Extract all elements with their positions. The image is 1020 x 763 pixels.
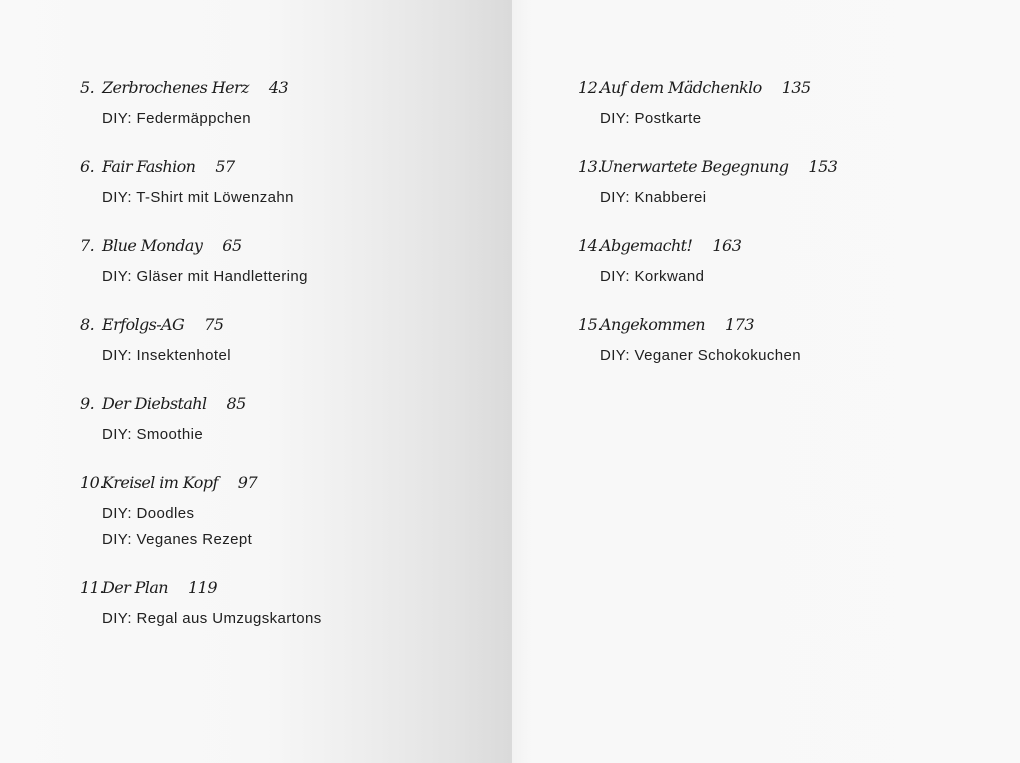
toc-entry [80,78,322,132]
chapter-number: 6. [80,157,95,176]
diy-item: DIY: Regal aus Umzugskartons [102,610,322,627]
chapter-title: Fair Fashion [102,157,196,176]
chapter-line [80,315,322,343]
chapter-number: 10. [80,473,104,492]
toc-entry [80,578,322,632]
chapter-number: 15. [578,315,602,334]
diy-item: DIY: Veganer Schokokuchen [600,347,801,364]
toc-left [80,78,322,657]
chapter-number: 13. [578,157,602,176]
chapter-line [80,157,322,185]
chapter-page: 119 [187,578,218,597]
chapter-line [578,78,837,106]
chapter-title: Der Diebstahl [102,394,207,413]
diy-item: DIY: Federmäppchen [102,110,251,127]
chapter-title: Angekommen [600,315,706,334]
toc-entry [578,157,837,211]
chapter-line [578,157,837,185]
chapter-page: 153 [808,157,838,176]
chapter-title: Zerbrochenes Herz [102,78,249,97]
toc-entry [578,78,837,132]
chapter-page: 135 [781,78,811,97]
toc-entry [80,394,322,448]
chapter-number: 14. [578,236,602,255]
chapter-page: 65 [222,236,242,255]
chapter-title: Kreisel im Kopf [102,473,218,492]
diy-item: DIY: Postkarte [600,110,702,127]
diy-item: DIY: Veganes Rezept [102,531,253,548]
toc-right [578,78,837,394]
chapter-title: Abgemacht! [600,236,693,255]
chapter-title: Auf dem Mädchenklo [600,78,762,97]
diy-item: DIY: Doodles [102,505,195,522]
chapter-title: Erfolgs-AG [102,315,185,334]
diy-item: DIY: Smoothie [102,426,204,443]
chapter-page: 57 [215,157,235,176]
chapter-number: 12. [578,78,602,97]
diy-item: DIY: T-Shirt mit Löwenzahn [102,189,294,206]
toc-entry [578,315,837,369]
chapter-page: 173 [725,315,755,334]
chapter-number: 8. [80,315,95,334]
toc-entry [80,315,322,369]
toc-entry [80,473,322,553]
chapter-number: 11. [80,578,104,597]
chapter-page: 97 [237,473,258,492]
chapter-line [80,394,322,422]
diy-item: DIY: Knabberei [600,189,707,206]
chapter-line [80,473,322,501]
chapter-line [80,78,322,106]
diy-item: DIY: Gläser mit Handlettering [102,268,308,285]
chapter-line [578,315,837,343]
chapter-line [578,236,837,264]
chapter-title: Unerwartete Begegnung [600,157,789,176]
diy-item: DIY: Korkwand [600,268,705,285]
toc-entry [80,157,322,211]
chapter-line [80,236,322,264]
chapter-number: 9. [80,394,95,413]
chapter-number: 7. [80,236,95,255]
diy-item: DIY: Insektenhotel [102,347,231,364]
chapter-page: 85 [226,394,246,413]
chapter-title: Blue Monday [102,236,203,255]
toc-entry [80,236,322,290]
toc-entry [578,236,837,290]
chapter-line [80,578,322,606]
chapter-page: 43 [268,78,289,97]
chapter-page: 163 [712,236,742,255]
chapter-number: 5. [80,78,95,97]
chapter-page: 75 [204,315,224,334]
chapter-title: Der Plan [102,578,168,597]
